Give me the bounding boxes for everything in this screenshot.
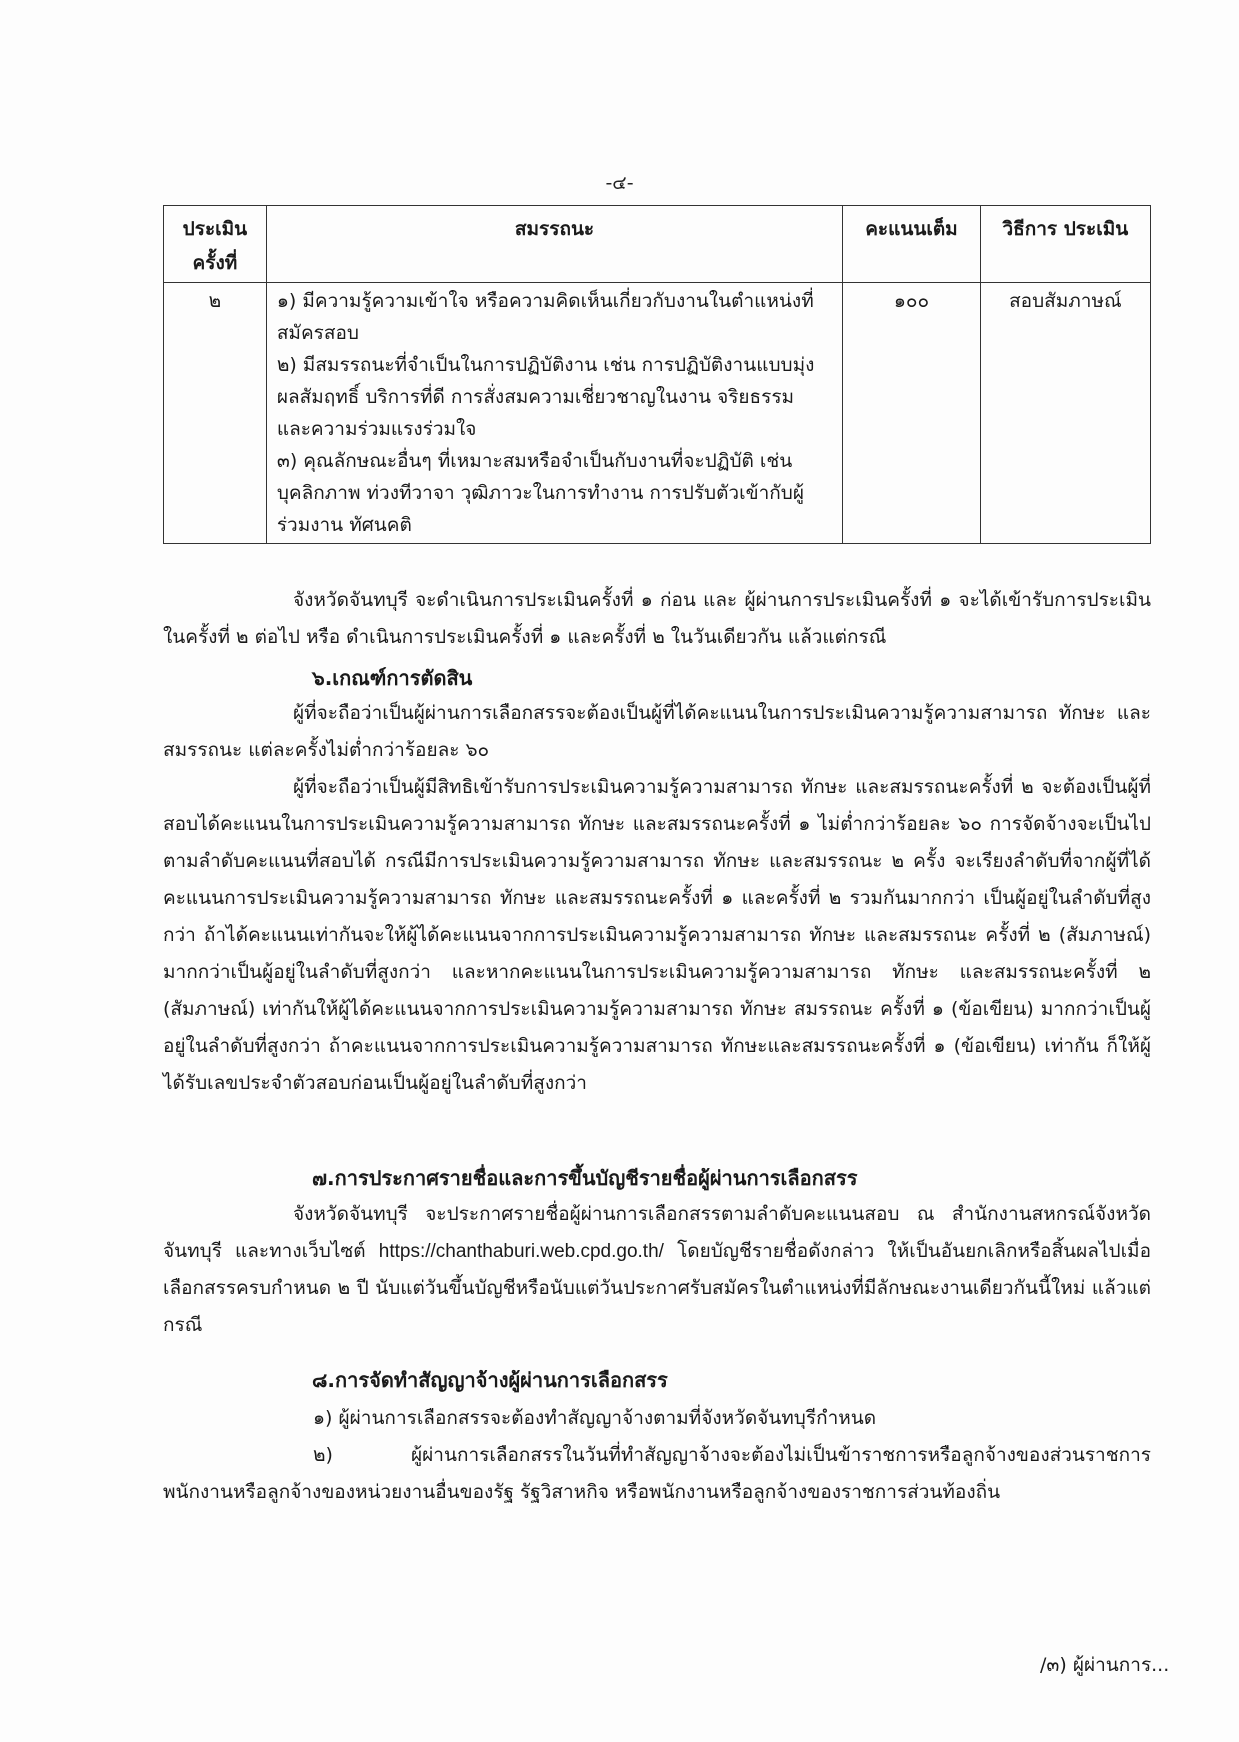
- table-row: [164, 283, 1151, 544]
- section-8-heading: ๘.การจัดทำสัญญาจ้างผู้ผ่านการเลือกสรร: [312, 1368, 668, 1392]
- competency-item: ๓) คุณลักษณะอื่นๆ ที่เหมาะสมหรือจำเป็นกับงานที่จะปฏิบัติ เช่น บุคลิกภาพ ท่วงทีวาจา วุฒิภาวะในการทำงาน การปรับตัวเข้ากับผู้ร่วมงาน ทัศนคติ: [276, 450, 804, 536]
- section-8-item-2: ๒) ผู้ผ่านการเลือกสรรในวันที่ทำสัญญาจ้างจะต้องไม่เป็นข้าราชการหรือลูกจ้างของส่วนราชการ พนักงานหรือลูกจ้างของหน่วยงานอื่นของรัฐ รัฐวิสาหกิจ หรือพนักงานหรือลูกจ้างของราชการส่วนท้องถิ่น: [163, 1444, 1151, 1503]
- header-competency: สมรรถนะ: [266, 206, 842, 283]
- section-6-heading: ๖.เกณฑ์การตัดสิน: [312, 666, 473, 690]
- continuation-note: /๓) ผู้ผ่านการ...: [1040, 1654, 1170, 1676]
- section-6-paragraph-2: ผู้ที่จะถือว่าเป็นผู้มีสิทธิเข้ารับการประเมินความรู้ความสามารถ ทักษะ และสมรรถนะครั้งที่ ๒ จะต้องเป็นผู้ที่สอบได้คะแนนในการประเมินความรู้ความสามารถ ทักษะ และสมรรถนะครั้งที่ ๑ ไม่ต่ำกว่าร้อยละ ๖๐ การจัดจ้างจะเป็นไปตามลำดับคะแนนที่สอบได้ กรณีมีการประเมินความรู้ความสามารถ ทักษะ และสมรรถนะ ๒ ครั้ง จะเรียงลำดับที่จากผู้ที่ได้คะแนนการประเมินความรู้ความสามารถ ทักษะ และสมรรถนะครั้งที่ ๑ และครั้งที่ ๒ รวมกันมากกว่า เป็นผู้อยู่ในลำดับที่สูงกว่า ถ้าได้คะแนนเท่ากันจะให้ผู้ได้คะแนนจากการประเมินความรู้ความสามารถ ทักษะ และสมรรถนะ ครั้งที่ ๒ (สัมภาษณ์) มากกว่าเป็นผู้อยู่ในลำดับที่สูงกว่า และหากคะแนนในการประเมินความรู้ความสามารถ ทักษะ และสมรรถนะครั้งที่ ๒ (สัมภาษณ์) เท่ากันให้ผู้ได้คะแนนจากการประเมินความรู้ความสามารถ ทักษะ สมรรถนะ ครั้งที่ ๑ (ข้อเขียน) มากกว่าเป็นผู้อยู่ในลำดับที่สูงกว่า ถ้าคะแนนจากการประเมินความรู้ความสามารถ ทักษะและสมรรถนะครั้งที่ ๑ (ข้อเขียน) เท่ากัน ก็ให้ผู้ได้รับเลขประจำตัวสอบก่อนเป็นผู้อยู่ในลำดับที่สูงกว่า: [163, 776, 1151, 1094]
- table-header-row: [164, 206, 1151, 283]
- section-8-item-1: [163, 1400, 1151, 1437]
- competency-item: ๒) มีสมรรถนะที่จำเป็นในการปฏิบัติงาน เช่น การปฏิบัติงานแบบมุ่งผลสัมฤทธิ์ บริการที่ดี การสั่งสมความเชี่ยวชาญในงาน จริยธรรม และความร่วมแรงร่วมใจ: [276, 354, 815, 440]
- website-link[interactable]: https://chanthaburi.web.cpd.go.th/: [378, 1241, 664, 1262]
- cell-full-score: ๑๐๐: [843, 283, 980, 544]
- section-7-text-after-url: โดยบัญชีรายชื่อดังกล่าว ให้เป็นอันยกเลิกหรือสิ้นผลไปเมื่อเลือกสรรครบกำหนด ๒ ปี นับแต่วันขึ้นบัญชีหรือนับแต่วันประกาศรับสมัครในตำแหน่งที่มีลักษณะงานเดียวกันนี้ใหม่ แล้วแต่กรณี: [163, 1240, 1151, 1336]
- page-number: -๔-: [605, 172, 634, 194]
- header-method: วิธีการ ประเมิน: [980, 206, 1150, 283]
- section-8-item-1-text: ๑) ผู้ผ่านการเลือกสรรจะต้องทำสัญญาจ้างตามที่จังหวัดจันทบุรีกำหนด: [313, 1407, 877, 1429]
- cell-round: ๒: [164, 283, 267, 544]
- competency-item: ๑) มีความรู้ความเข้าใจ หรือความคิดเห็นเกี่ยวกับงานในตำแหน่งที่สมัครสอบ: [276, 290, 814, 344]
- intro-paragraph: จังหวัดจันทบุรี จะดำเนินการประเมินครั้งที่ ๑ ก่อน และ ผู้ผ่านการประเมินครั้งที่ ๑ จะได้เข้ารับการประเมินในครั้งที่ ๒ ต่อไป หรือ ดำเนินการประเมินครั้งที่ ๑ และครั้งที่ ๒ ในวันเดียวกัน แล้วแต่กรณี: [163, 589, 1151, 648]
- section-7-text-before-url: จังหวัดจันทบุรี จะประกาศรายชื่อผู้ผ่านการเลือกสรรตามลำดับคะแนนสอบ ณ สำนักงานสหกรณ์จังหวัดจันทบุรี และทางเว็บไซต์: [163, 1203, 1151, 1262]
- header-round: ประเมิน ครั้งที่: [164, 206, 267, 283]
- cell-competency: [266, 283, 842, 544]
- section-7-paragraph: [163, 1196, 1151, 1344]
- section-7-heading: ๗.การประกาศรายชื่อและการขึ้นบัญชีรายชื่อผู้ผ่านการเลือกสรร: [312, 1166, 858, 1190]
- section-6-paragraph-1: ผู้ที่จะถือว่าเป็นผู้ผ่านการเลือกสรรจะต้องเป็นผู้ที่ได้คะแนนในการประเมินความรู้ความสามารถ ทักษะ และสมรรถนะ แต่ละครั้งไม่ต่ำกว่าร้อยละ ๖๐: [163, 702, 1151, 761]
- cell-method: สอบสัมภาษณ์: [980, 283, 1150, 544]
- header-full-score: คะแนนเต็ม: [843, 206, 980, 283]
- competency-table: [163, 205, 1151, 544]
